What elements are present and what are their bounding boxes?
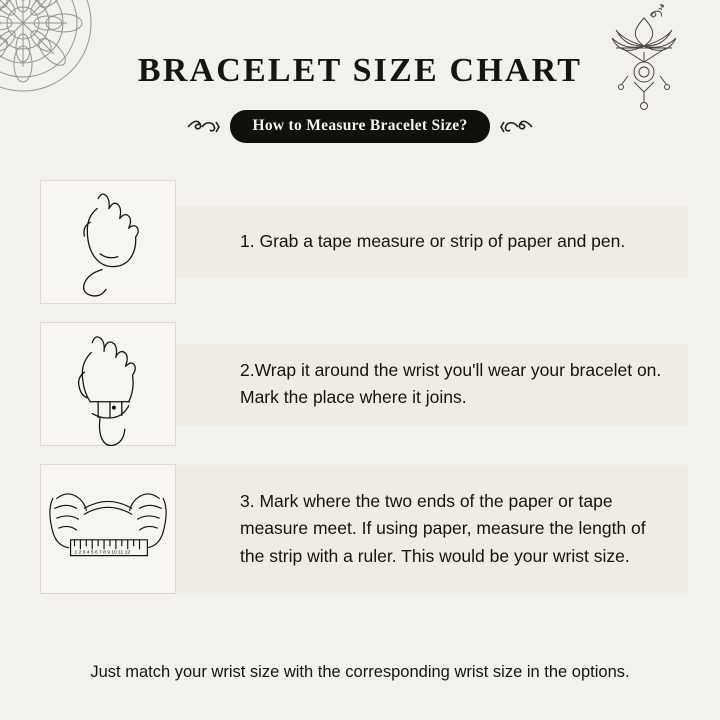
step-illustration [40, 464, 176, 594]
step-text: 3. Mark where the two ends of the paper or tape measure meet. If using paper, measure the length of the strip with a ruler. This would be your wrist size. [240, 491, 646, 566]
subtitle-pill: How to Measure Bracelet Size? [230, 110, 489, 143]
hands-measuring-strip-with-ruler-icon [41, 464, 175, 594]
svg-text:1 2 3 4 5 6 7 8 9 10 11 12: 1 2 3 4 5 6 7 8 9 10 11 12 [74, 550, 131, 556]
step-illustration [40, 322, 176, 446]
list-item [40, 322, 688, 446]
list-item [40, 464, 688, 594]
step-illustration [40, 180, 176, 304]
flourish-icon [500, 116, 534, 138]
step-text: 2.Wrap it around the wrist you'll wear your bracelet on. Mark the place where it joins. [240, 359, 662, 407]
subtitle-row [0, 110, 720, 143]
flourish-icon [186, 116, 220, 138]
footer-note: Just match your wrist size with the corresponding wrist size in the options. [90, 663, 630, 681]
fist-hand-with-tape-icon [41, 180, 175, 304]
steps-list [40, 180, 688, 612]
om-icon [646, 2, 668, 24]
list-item [40, 180, 688, 304]
page-title: BRACELET SIZE CHART [137, 52, 583, 89]
hand-with-wrapped-tape-icon [41, 322, 175, 446]
step-text: 1. Grab a tape measure or strip of paper and pen. [240, 231, 626, 252]
